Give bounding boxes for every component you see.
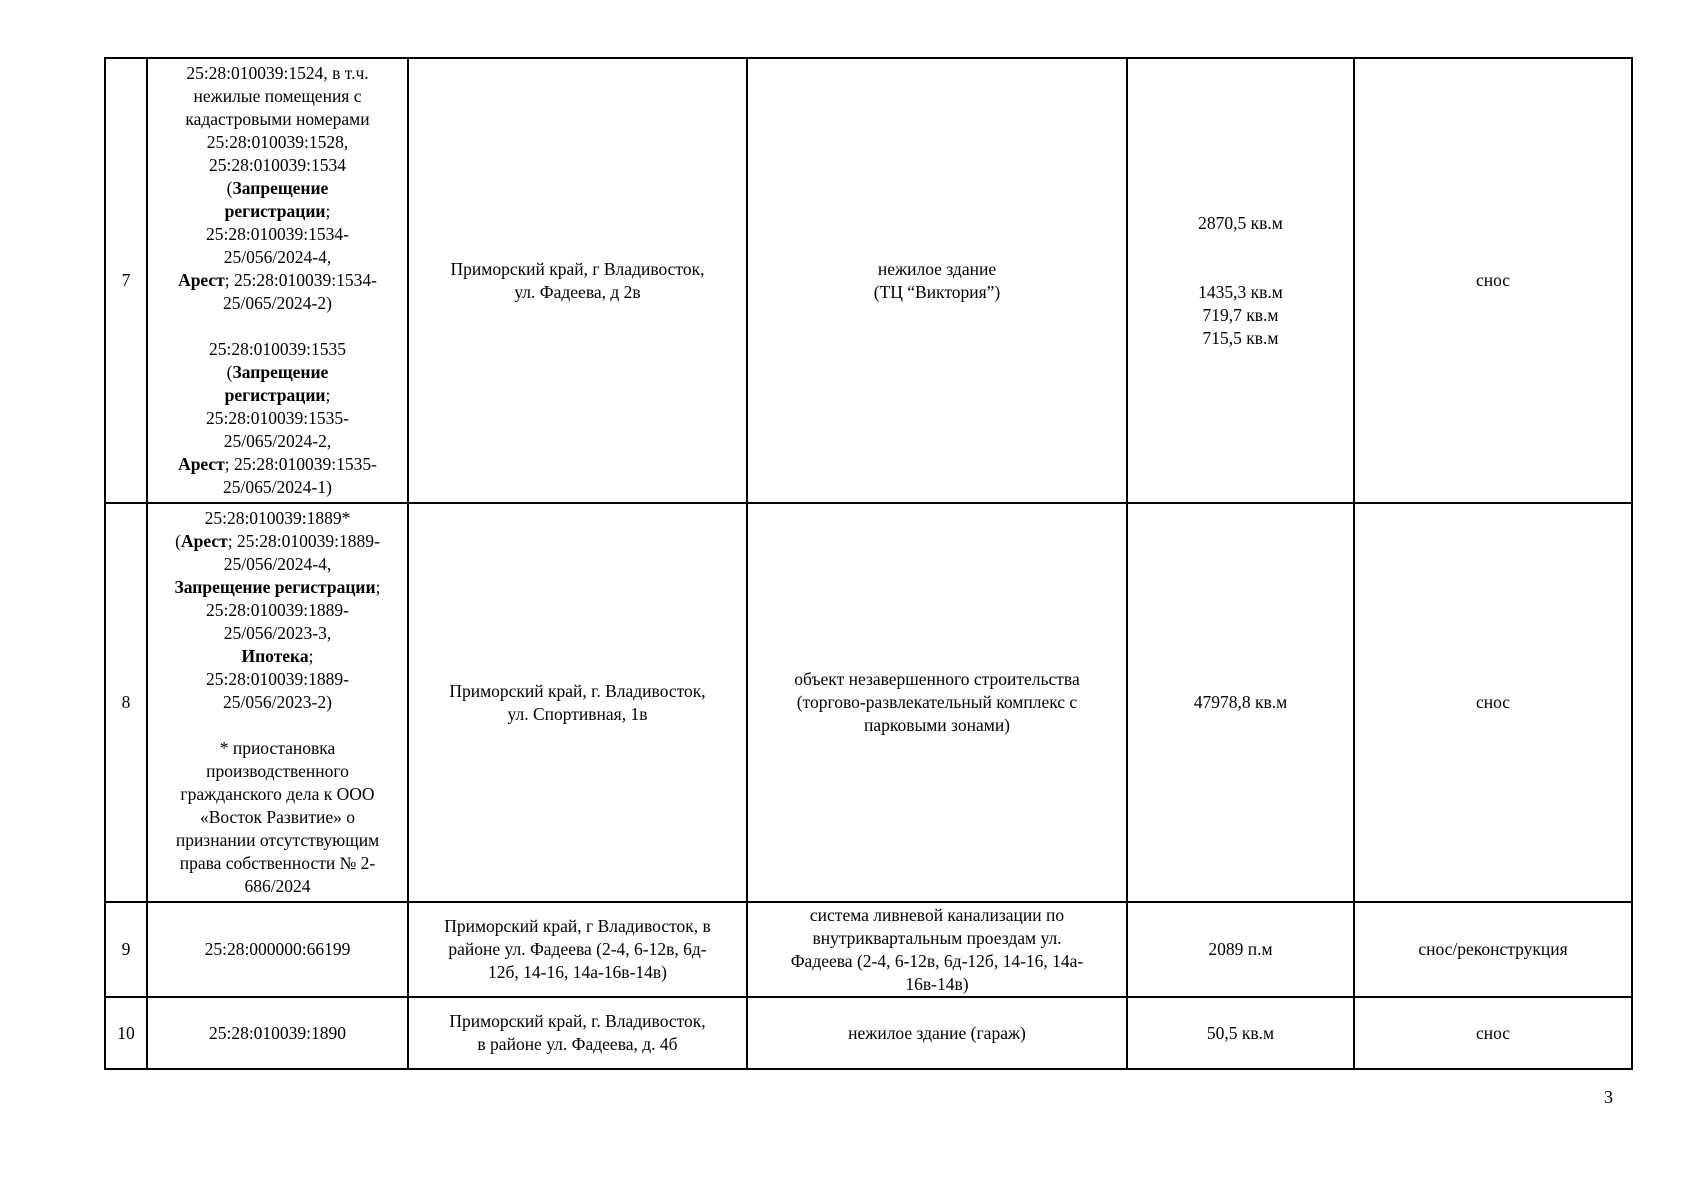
address-line: Приморский край, г Владивосток, в <box>444 916 711 936</box>
object-line: нежилое здание <box>877 258 997 279</box>
table-row <box>105 902 1632 997</box>
address-line: 12б, 14-16, 14а-16в-14в) <box>487 962 667 982</box>
cadastral-line: 25/056/2023-3, <box>223 623 332 643</box>
address-line: Приморский край, г. Владивосток, <box>449 1011 706 1031</box>
cadastral-spacer <box>154 315 401 338</box>
cadastral-line: Арест; 25:28:010039:1534- <box>178 270 377 290</box>
area-cell: 47978,8 кв.м <box>1127 503 1354 902</box>
cadastral-cell: 25:28:010039:1890 <box>147 997 408 1069</box>
area-cell: 50,5 кв.м <box>1127 997 1354 1069</box>
encumbrance-label: регистрации; <box>224 201 331 221</box>
address-cell <box>408 58 747 503</box>
address-line: Приморский край, г Владивосток, <box>450 258 705 279</box>
encumbrance-label: (Запрещение <box>226 178 329 198</box>
cadastral-line: 25:28:010039:1524, в т.ч. <box>186 63 369 83</box>
object-line: 16в-14в) <box>905 973 969 994</box>
encumbrance-label: Запрещение регистрации; <box>174 577 381 597</box>
cadastral-line: нежилые помещения с <box>193 86 362 106</box>
cadastral-cell <box>147 503 408 902</box>
area-part: 719,7 кв.м <box>1202 304 1279 325</box>
action-cell: снос/реконструкция <box>1354 902 1632 997</box>
cadastral-line: 25/065/2024-2, <box>223 431 332 451</box>
note-line: права собственности № 2- <box>179 853 376 873</box>
cadastral-spacer <box>154 714 401 737</box>
address-line: ул. Фадеева, д 2в <box>514 281 641 302</box>
area-part: 1435,3 кв.м <box>1198 281 1283 302</box>
cadastral-line: 25:28:010039:1534- <box>206 224 349 244</box>
table-row <box>105 503 1632 902</box>
object-line: парковыми зонами) <box>863 715 1011 735</box>
cadastral-line: 25/065/2024-1) <box>223 477 332 497</box>
object-line: Фадеева (2-4, 6-12в, 6д-12б, 14-16, 14а- <box>790 950 1084 971</box>
cadastral-line: 25:28:010039:1889- <box>206 669 349 689</box>
cadastral-line: 25:28:010039:1528, <box>206 132 349 152</box>
cadastral-line: 25/056/2023-2) <box>223 692 332 712</box>
object-line: система ливневой канализации по <box>809 904 1065 925</box>
cadastral-line: кадастровыми номерами <box>185 109 370 129</box>
cadastral-cell <box>147 58 408 503</box>
address-cell <box>408 997 747 1069</box>
object-cell <box>747 997 1127 1069</box>
cadastral-line: 25:28:010039:1889- <box>206 600 349 620</box>
cadastral-line: 25/056/2024-4, <box>223 247 332 267</box>
row-number: 7 <box>105 58 147 503</box>
area-part: 715,5 кв.м <box>1202 327 1279 348</box>
encumbrance-label: Ипотека; <box>241 646 314 666</box>
cadastral-line: Арест; 25:28:010039:1535- <box>178 454 377 474</box>
row-number: 9 <box>105 902 147 997</box>
note-line: 686/2024 <box>244 876 311 896</box>
address-cell <box>408 902 747 997</box>
encumbrance-label: регистрации; <box>224 385 331 405</box>
action-cell: снос <box>1354 58 1632 503</box>
object-line: нежилое здание (гараж) <box>848 1022 1026 1043</box>
row-number: 10 <box>105 997 147 1069</box>
address-line: в районе ул. Фадеева, д. 4б <box>477 1034 678 1054</box>
area-total: 2870,5 кв.м <box>1198 212 1283 233</box>
object-cell <box>747 902 1127 997</box>
note-line: гражданского дела к ООО <box>180 784 375 804</box>
object-line: (торгово-развлекательный комплекс с <box>796 692 1078 712</box>
cadastral-cell: 25:28:000000:66199 <box>147 902 408 997</box>
object-cell <box>747 58 1127 503</box>
encumbrance-label: (Запрещение <box>226 362 329 382</box>
area-cell <box>1127 58 1354 503</box>
cadastral-line: 25:28:010039:1535 <box>208 339 347 359</box>
address-line: Приморский край, г. Владивосток, <box>449 680 706 701</box>
address-line: ул. Спортивная, 1в <box>507 703 648 724</box>
cadastral-line: 25:28:010039:1889* <box>204 508 351 528</box>
cadastral-line: (Арест; 25:28:010039:1889- <box>175 531 380 551</box>
cadastral-line: 25:28:010039:1535- <box>206 408 349 428</box>
property-table <box>104 57 1633 1070</box>
note-line: признании отсутствующим <box>175 830 380 850</box>
page-number: 3 <box>1604 1087 1613 1107</box>
cadastral-line: 25/065/2024-2) <box>223 293 332 313</box>
object-cell <box>747 503 1127 902</box>
encumbrance-label: Арест <box>180 531 228 551</box>
action-cell: снос <box>1354 503 1632 902</box>
address-line: районе ул. Фадеева (2-4, 6-12в, 6д- <box>448 939 707 959</box>
table-row <box>105 58 1632 503</box>
object-line: (ТЦ “Виктория”) <box>873 281 1001 302</box>
object-line: внутриквартальным проездам ул. <box>812 927 1062 948</box>
area-cell: 2089 п.м <box>1127 902 1354 997</box>
note-line: * приостановка <box>219 738 336 758</box>
table-row <box>105 997 1632 1069</box>
row-number: 8 <box>105 503 147 902</box>
note-line: производственного <box>206 761 349 781</box>
note-line: «Восток Развитие» о <box>199 807 356 827</box>
cadastral-line: 25:28:010039:1534 <box>208 155 347 175</box>
action-cell: снос <box>1354 997 1632 1069</box>
object-line: объект незавершенного строительства <box>794 669 1080 689</box>
cadastral-line: 25/056/2024-4, <box>223 554 332 574</box>
address-cell <box>408 503 747 902</box>
